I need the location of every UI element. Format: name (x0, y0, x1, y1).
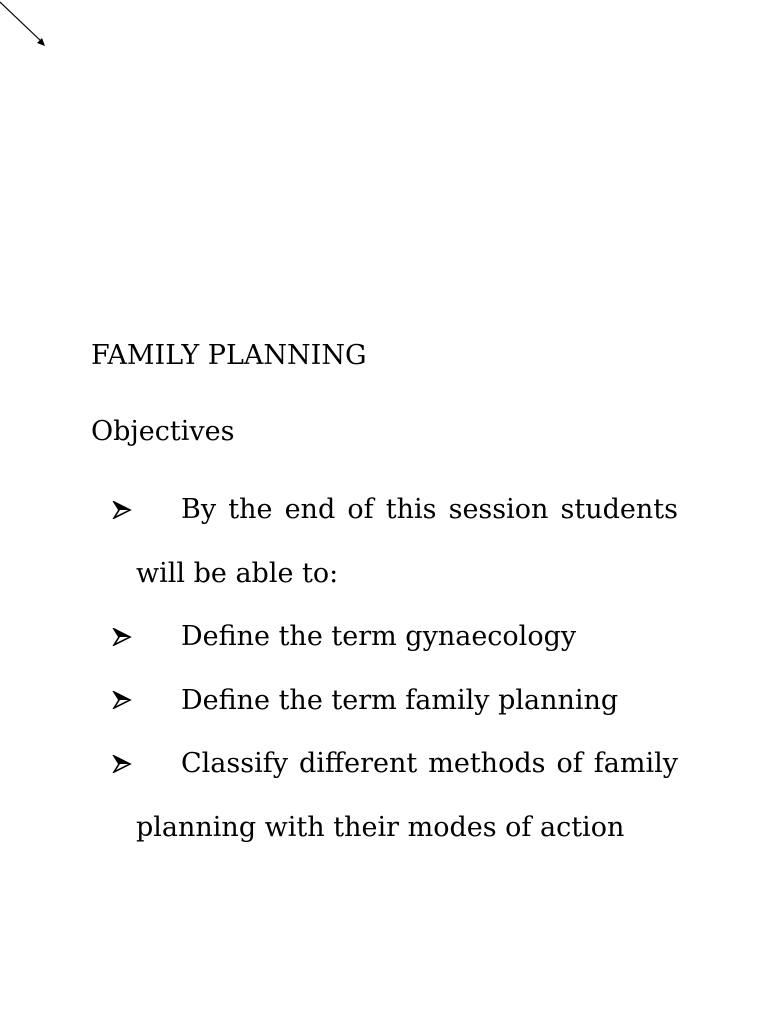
objective-text: Define the term gynaecology (181, 621, 577, 652)
arrowhead-bullet-icon (112, 732, 134, 796)
objective-item (136, 605, 678, 669)
arrowhead-bullet-icon (112, 669, 134, 733)
objectives-list (136, 478, 678, 859)
objective-item (136, 732, 678, 859)
objective-text: Define the term family planning (181, 684, 619, 716)
objective-text: Classify different methods of family planning with their modes of action (136, 748, 678, 843)
objectives-heading: Objectives (91, 416, 235, 447)
document-title: FAMILY PLANNING (91, 340, 367, 371)
corner-arrow-icon (0, 0, 50, 50)
objective-item (136, 669, 678, 733)
arrowhead-bullet-icon (112, 605, 134, 669)
arrowhead-bullet-icon (112, 478, 134, 542)
objective-item (136, 478, 678, 605)
objective-text: By the end of this session students will be able to: (136, 494, 678, 589)
